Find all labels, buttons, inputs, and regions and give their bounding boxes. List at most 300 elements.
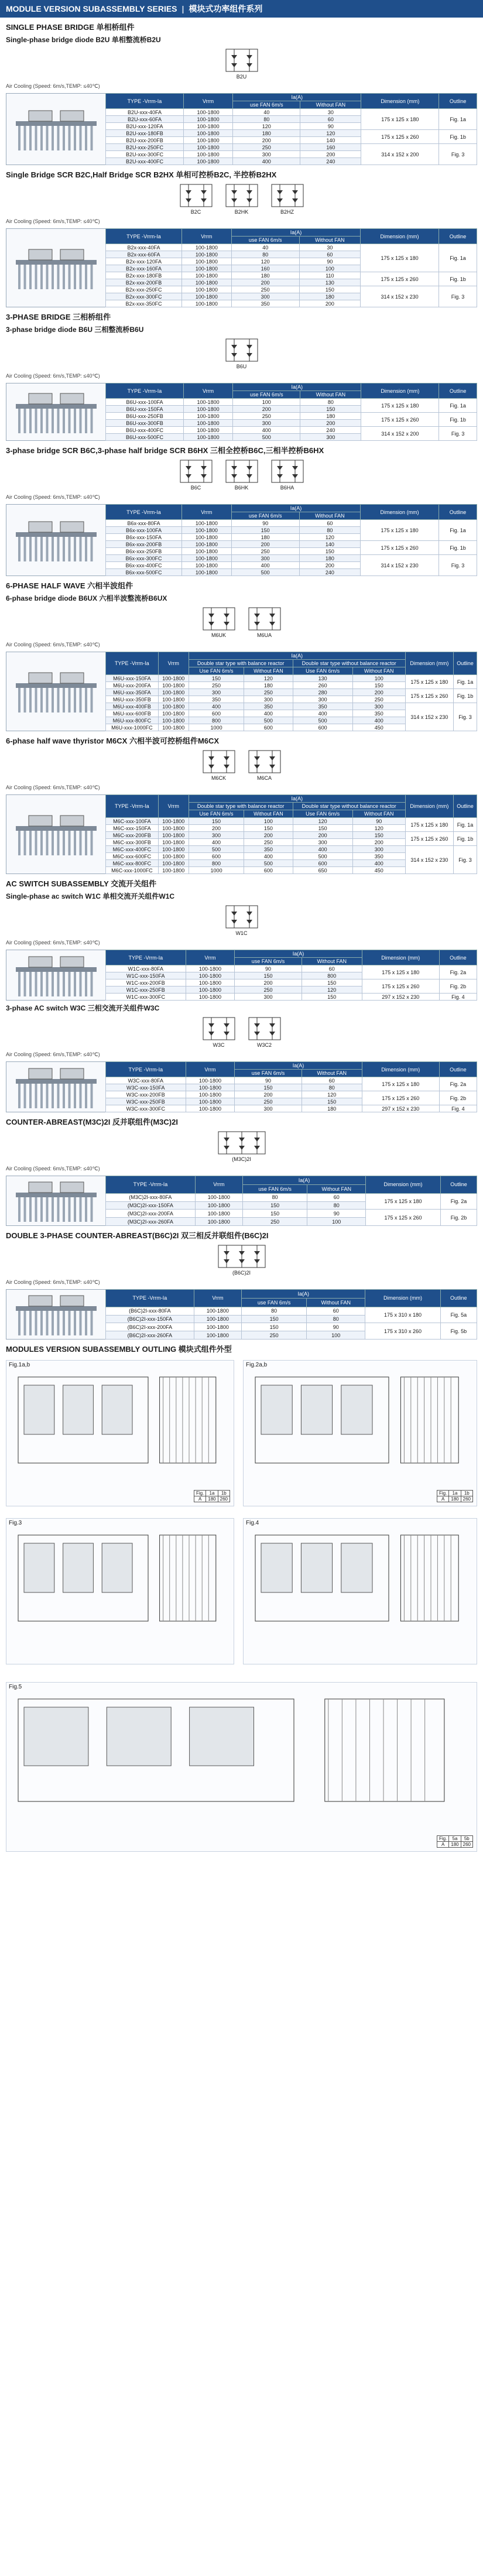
cooling-note: Air Cooling (Speed: 6m/s,TEMP: ≤40℃)	[6, 373, 100, 379]
circuit-diagram-label: B2HK	[234, 209, 249, 215]
banner-separator: |	[181, 4, 184, 13]
table-cell: 200	[299, 562, 361, 569]
circuit-diagram-icon	[246, 748, 283, 775]
table-cell: M6C-xxx-200FB	[106, 832, 159, 839]
cooling-note: Air Cooling (Speed: 6m/s,TEMP: ≤40℃)	[6, 218, 100, 224]
outline-drawing	[12, 1693, 472, 1839]
header-row	[106, 1062, 477, 1070]
table-cell: W1C-xxx-300FC	[106, 994, 186, 1001]
table-cell: 90	[300, 123, 361, 130]
table-cell: 100-1800	[158, 832, 189, 839]
cooling-note: Air Cooling (Speed: 6m/s,TEMP: ≤40℃)	[6, 940, 100, 946]
outline-figure	[6, 1518, 234, 1664]
table-cell: 100-1800	[186, 1077, 235, 1084]
col-ia-sub: Without FAN	[300, 101, 361, 109]
spec-table	[105, 93, 477, 165]
table-cell: B2x-xxx-60FA	[106, 251, 182, 258]
table-cell: 250	[235, 986, 302, 994]
circuit-diagram	[178, 182, 214, 215]
circuit-diagram-label: (M3C)2I	[232, 1156, 251, 1162]
spec-table	[105, 383, 477, 441]
table-cell: W3C-xxx-80FA	[106, 1077, 186, 1084]
outline-figure	[243, 1518, 477, 1664]
table-cell: 100-1800	[186, 1105, 235, 1112]
circuit-diagrams	[6, 1241, 477, 1278]
table-row	[106, 541, 477, 548]
col-ia-sub: Without FAN	[244, 810, 293, 818]
outline-figures	[6, 1354, 477, 1858]
col-ia-sub: Use FAN 6m/s	[189, 810, 244, 818]
table-cell: 180	[231, 534, 299, 541]
table-cell: 1000	[189, 867, 244, 874]
table-cell: 100	[299, 265, 361, 272]
table-cell: 150	[299, 286, 361, 293]
module-thumbnail	[6, 93, 105, 165]
header-row	[106, 505, 477, 512]
circuit-diagram-label: B6HA	[280, 485, 294, 491]
table-cell: M6U-xxx-1000FC	[106, 724, 159, 731]
table-cell: W3C-xxx-300FC	[106, 1105, 186, 1112]
table-cell: 100-1800	[183, 406, 232, 413]
table-cell: W3C-xxx-150FA	[106, 1084, 186, 1091]
spec-table	[105, 1289, 477, 1340]
table-cell: 800	[189, 860, 244, 867]
module-thumbnail	[6, 383, 105, 441]
outline-cell: Fig. 1b	[454, 832, 477, 846]
table-cell: 450	[352, 867, 405, 874]
table-cell: M6C-xxx-400FC	[106, 846, 159, 853]
circuit-diagram	[201, 605, 237, 638]
table-cell: 200	[189, 825, 244, 832]
table-cell: 80	[242, 1193, 307, 1201]
table-cell: 150	[293, 825, 352, 832]
figure-size-table	[437, 1490, 473, 1502]
col-ia: Ia(A)	[235, 950, 362, 958]
col-dimension: Dimension (mm)	[365, 1290, 440, 1307]
table-cell: B2U-xxx-120FA	[106, 123, 184, 130]
dimension-cell: 175 x 125 x 260	[361, 272, 439, 286]
table-cell: 100-1800	[181, 569, 231, 576]
circuit-diagram	[246, 748, 283, 781]
table-cell: 100-1800	[186, 965, 235, 972]
table-cell: 250	[233, 413, 300, 420]
section-header: 6-phase half wave thyristor M6CX 六相半波可控桥组件M6CX	[6, 737, 220, 745]
col-ia-group: Double star type with balance reactor	[189, 660, 293, 667]
table-cell: 200	[299, 300, 361, 307]
table-cell: 400	[352, 860, 405, 867]
col-dimension: Dimension (mm)	[361, 94, 439, 109]
circuit-diagram	[269, 458, 306, 491]
table-cell: 100-1800	[181, 541, 231, 548]
table-cell: 400	[231, 562, 299, 569]
dimension-cell: 297 x 152 x 230	[362, 994, 439, 1001]
table-cell: (B6C)2I-xxx-200FA	[106, 1323, 194, 1331]
table-cell: 500	[244, 860, 293, 867]
table-cell: 260	[293, 682, 352, 689]
col-type: TYPE -Vrrm-Ia	[106, 229, 182, 244]
table-cell: B2x-xxx-120FA	[106, 258, 182, 265]
table-cell: 100-1800	[181, 251, 231, 258]
table-cell: 120	[293, 818, 352, 825]
table-cell: 180	[299, 555, 361, 562]
circuit-diagrams	[6, 455, 477, 493]
table-cell: M6U-xxx-800FC	[106, 717, 159, 724]
circuit-diagram	[224, 903, 260, 936]
table-cell: 180	[299, 293, 361, 300]
circuit-diagram-icon	[201, 605, 237, 632]
size-row	[194, 1491, 229, 1496]
table-cell: 100	[352, 675, 405, 682]
cooling-note: Air Cooling (Speed: 6m/s,TEMP: ≤40℃)	[6, 1166, 100, 1171]
spec-table	[105, 1176, 477, 1226]
col-dimension: Dimension (mm)	[405, 795, 453, 818]
col-ia: Ia(A)	[231, 229, 360, 237]
table-cell: M6U-xxx-400FB	[106, 703, 159, 710]
table-cell: 100-1800	[158, 839, 189, 846]
dimension-cell: 314 x 152 x 230	[361, 555, 439, 576]
outline-cell: Fig. 5a	[440, 1307, 477, 1323]
table-cell: 150	[235, 972, 302, 979]
circuit-diagram-label: M6UA	[256, 632, 272, 638]
table-cell: 150	[242, 1315, 307, 1323]
module-thumbnail	[6, 794, 105, 874]
dimension-cell: 175 x 310 x 260	[365, 1323, 440, 1340]
table-cell: 150	[302, 994, 362, 1001]
circuit-diagram	[178, 458, 214, 491]
dimension-cell: 175 x 125 x 180	[362, 965, 439, 979]
table-cell: M6U-xxx-200FA	[106, 682, 159, 689]
col-type: TYPE -Vrrm-Ia	[106, 1290, 194, 1307]
header-row	[106, 383, 477, 391]
col-type: TYPE -Vrrm-Ia	[106, 795, 159, 818]
table-cell: 100-1800	[183, 399, 232, 406]
product-section	[0, 1112, 483, 1226]
table-cell: 100-1800	[186, 979, 235, 986]
table-cell: M6U-xxx-350FA	[106, 689, 159, 696]
outline-figure	[243, 1360, 477, 1506]
table-cell: 1000	[189, 724, 244, 731]
col-ia-sub: Use FAN 6m/s	[189, 667, 244, 675]
table-cell: 100-1800	[183, 109, 232, 116]
table-cell: B2x-xxx-40FA	[106, 244, 182, 251]
table-row	[106, 1077, 477, 1084]
table-cell: 300	[352, 846, 405, 853]
col-dimension: Dimension (mm)	[362, 1062, 439, 1077]
circuit-diagrams	[6, 746, 477, 783]
outline-cell: Fig. 1a	[454, 675, 477, 689]
col-ia-group: Double star type without balance reactor	[293, 660, 405, 667]
circuit-diagram-label: W1C	[235, 930, 248, 936]
table-cell: B6U-xxx-500FC	[106, 434, 184, 441]
table-cell: 250	[233, 144, 300, 151]
table-cell: 90	[235, 965, 302, 972]
cooling-note: Air Cooling (Speed: 6m/s,TEMP: ≤40℃)	[6, 642, 100, 648]
table-cell: B2x-xxx-300FC	[106, 293, 182, 300]
circuit-diagram-icon	[224, 337, 260, 364]
table-cell: 100-1800	[158, 724, 189, 731]
table-cell: 100-1800	[158, 867, 189, 874]
section-header: 6-PHASE HALF WAVE 六相半波组件	[6, 581, 133, 590]
header-row	[106, 229, 477, 237]
table-cell: 150	[352, 832, 405, 839]
table-cell: W3C-xxx-250FB	[106, 1098, 186, 1105]
figure-size-table	[437, 1835, 473, 1848]
product-section	[0, 1001, 483, 1112]
outline-cell: Fig. 3	[439, 144, 477, 165]
table-cell: 800	[302, 972, 362, 979]
spec-block	[6, 504, 477, 576]
circuit-diagram-icon	[216, 1243, 268, 1270]
table-cell: 300	[235, 994, 302, 1001]
spec-block	[6, 1176, 477, 1226]
header-row	[106, 950, 477, 958]
table-cell: 150	[242, 1201, 307, 1210]
table-cell: 500	[231, 569, 299, 576]
col-outline: Outline	[440, 1290, 477, 1307]
table-cell: 130	[293, 675, 352, 682]
spec-table	[105, 950, 477, 1001]
col-ia: Ia(A)	[233, 383, 361, 391]
table-row	[106, 1307, 477, 1315]
table-row	[106, 994, 477, 1001]
table-cell: 500	[233, 434, 300, 441]
circuit-diagram	[224, 182, 260, 215]
dimension-cell: 314 x 152 x 200	[361, 427, 439, 441]
table-cell: 60	[302, 1077, 362, 1084]
circuit-diagram	[246, 605, 283, 638]
section-header: DOUBLE 3-PHASE COUNTER-ABREAST(B6C)2I 双三相反并联组件(B6C)2I	[6, 1231, 269, 1240]
circuit-diagram-label: M6UK	[211, 632, 226, 638]
circuit-diagram-icon	[178, 458, 214, 485]
table-cell: 100-1800	[181, 272, 231, 279]
table-row	[106, 399, 477, 406]
table-cell: 90	[352, 818, 405, 825]
table-cell: (B6C)2I-xxx-80FA	[106, 1307, 194, 1315]
table-cell: 100-1800	[181, 300, 231, 307]
col-ia: Ia(A)	[189, 795, 405, 803]
dimension-cell: 175 x 125 x 260	[361, 130, 439, 144]
col-vrrm: Vrrm	[181, 229, 231, 244]
table-cell: 300	[189, 689, 244, 696]
table-row	[106, 427, 477, 434]
table-cell: 500	[293, 717, 352, 724]
table-cell: 100-1800	[183, 116, 232, 123]
outline-cell: Fig. 1a	[439, 520, 477, 541]
col-dimension: Dimension (mm)	[361, 505, 439, 520]
outline-cell: Fig. 4	[439, 1105, 477, 1112]
heatsink-module-icon	[12, 810, 100, 859]
table-cell: 100-1800	[181, 520, 231, 527]
table-cell: 180	[244, 682, 293, 689]
module-thumbnail	[6, 950, 105, 1001]
size-row	[437, 1836, 472, 1842]
col-vrrm: Vrrm	[186, 1062, 235, 1077]
dimension-cell: 175 x 125 x 180	[361, 520, 439, 541]
table-cell: 150	[242, 1210, 307, 1218]
dimension-cell: 175 x 125 x 260	[366, 1210, 441, 1226]
table-cell: 200	[233, 406, 300, 413]
table-cell: 200	[352, 689, 405, 696]
outline-cell: Fig. 2b	[439, 1091, 477, 1105]
dimension-cell: 175 x 125 x 180	[405, 675, 453, 689]
spec-table	[105, 794, 477, 874]
spec-block	[6, 228, 477, 307]
col-outline: Outline	[439, 383, 477, 399]
table-cell: B2U-xxx-60FA	[106, 116, 184, 123]
table-cell: 200	[300, 420, 361, 427]
col-vrrm: Vrrm	[181, 505, 231, 520]
table-cell: 60	[302, 965, 362, 972]
col-ia: Ia(A)	[242, 1290, 365, 1299]
col-ia-sub: use FAN 6m/s	[242, 1298, 307, 1307]
table-cell: 100-1800	[181, 293, 231, 300]
table-cell: (M3C)2I-xxx-200FA	[106, 1210, 196, 1218]
outline-cell: Fig. 3	[454, 703, 477, 731]
table-cell: 80	[231, 251, 299, 258]
table-cell: 80	[307, 1315, 365, 1323]
spec-table	[105, 228, 477, 307]
table-cell: 100-1800	[186, 986, 235, 994]
banner	[0, 0, 483, 18]
col-type: TYPE -Vrrm-Ia	[106, 1176, 196, 1194]
table-cell: B2U-xxx-180FB	[106, 130, 184, 137]
figure-label: Fig.5	[9, 1684, 22, 1690]
table-cell: 200	[233, 137, 300, 144]
table-cell: M6C-xxx-800FC	[106, 860, 159, 867]
size-cell: 260	[461, 1842, 472, 1848]
circuit-diagrams	[6, 1013, 477, 1050]
dimension-cell: 175 x 125 x 180	[405, 818, 453, 832]
heatsink-module-icon	[12, 388, 100, 437]
table-cell: 60	[299, 520, 361, 527]
circuit-diagrams	[6, 180, 477, 217]
table-cell: 100-1800	[195, 1210, 242, 1218]
table-cell: 350	[244, 703, 293, 710]
table-row	[106, 979, 477, 986]
module-thumbnail	[6, 504, 105, 576]
module-thumbnail	[6, 652, 105, 731]
outline-cell: Fig. 1a	[439, 244, 477, 272]
size-cell: 180	[449, 1842, 461, 1848]
table-cell: 80	[302, 1084, 362, 1091]
table-cell: 100-1800	[183, 420, 232, 427]
table-cell: 150	[300, 406, 361, 413]
table-cell: 300	[233, 151, 300, 158]
col-ia-sub: use FAN 6m/s	[231, 237, 299, 244]
col-ia-group: Double star type without balance reactor	[293, 803, 405, 810]
outline-cell: Fig. 3	[439, 555, 477, 576]
table-row	[106, 965, 477, 972]
outline-cell: Fig. 2a	[439, 1077, 477, 1091]
size-cell: A	[437, 1496, 448, 1502]
table-cell: 100-1800	[181, 562, 231, 569]
table-cell: 120	[302, 1091, 362, 1098]
col-ia-sub: Use FAN 6m/s	[293, 810, 352, 818]
circuit-diagram-icon	[201, 1015, 237, 1042]
table-cell: M6U-xxx-600FB	[106, 710, 159, 717]
dimension-cell: 175 x 125 x 260	[405, 832, 453, 846]
table-cell: M6C-xxx-300FB	[106, 839, 159, 846]
circuit-diagram-icon	[246, 1015, 283, 1042]
size-cell: 260	[461, 1496, 472, 1502]
table-cell: 300	[352, 703, 405, 710]
table-cell: 200	[293, 832, 352, 839]
size-row	[194, 1496, 229, 1502]
table-row	[106, 130, 477, 137]
table-cell: B6U-xxx-100FA	[106, 399, 184, 406]
table-cell: 160	[231, 265, 299, 272]
table-cell: 150	[231, 527, 299, 534]
figure-label: Fig.3	[9, 1520, 22, 1526]
col-ia: Ia(A)	[235, 1062, 362, 1070]
table-cell: 150	[189, 818, 244, 825]
col-ia: Ia(A)	[189, 652, 405, 660]
table-cell: 250	[242, 1331, 307, 1340]
outline-drawing	[249, 1371, 472, 1494]
circuit-diagram-label: B6HK	[234, 485, 249, 491]
heatsink-module-icon	[12, 667, 100, 716]
col-ia-sub: Without FAN	[352, 667, 405, 675]
module-thumbnail	[6, 1176, 105, 1226]
col-ia-sub: use FAN 6m/s	[235, 1070, 302, 1077]
outline-cell: Fig. 1a	[439, 109, 477, 130]
table-cell: 100-1800	[158, 717, 189, 724]
table-cell: B2x-xxx-350FC	[106, 300, 182, 307]
section-subheader: 6-phase bridge diode B6UX 六相半波整流桥B6UX	[6, 594, 167, 602]
header-row	[106, 795, 477, 803]
dimension-cell: 314 x 152 x 230	[405, 846, 453, 874]
table-row	[106, 1210, 477, 1218]
table-cell: 650	[293, 867, 352, 874]
table-row	[106, 244, 477, 251]
table-cell: 400	[352, 717, 405, 724]
col-ia-sub: use FAN 6m/s	[242, 1184, 307, 1193]
outline-cell: Fig. 1a	[439, 399, 477, 413]
col-ia-sub: Without FAN	[302, 1070, 362, 1077]
sections	[0, 18, 483, 1340]
outline-figure	[6, 1682, 477, 1852]
table-row	[106, 1105, 477, 1112]
col-type: TYPE -Vrrm-Ia	[106, 505, 182, 520]
size-cell: 5b	[461, 1836, 472, 1842]
circuit-diagram	[201, 748, 237, 781]
table-row	[106, 413, 477, 420]
table-cell: 140	[299, 541, 361, 548]
table-cell: M6C-xxx-100FA	[106, 818, 159, 825]
table-cell: 180	[233, 130, 300, 137]
table-cell: 240	[300, 158, 361, 165]
dimension-cell: 175 x 310 x 180	[365, 1307, 440, 1323]
table-cell: 100-1800	[181, 534, 231, 541]
table-cell: 100-1800	[181, 548, 231, 555]
table-cell: 100-1800	[181, 279, 231, 286]
table-cell: 60	[299, 251, 361, 258]
col-vrrm: Vrrm	[158, 652, 189, 675]
table-cell: B6x-xxx-100FA	[106, 527, 182, 534]
table-cell: 90	[235, 1077, 302, 1084]
table-cell: 100-1800	[183, 413, 232, 420]
product-section	[0, 165, 483, 307]
table-cell: 200	[231, 541, 299, 548]
table-cell: 100-1800	[186, 972, 235, 979]
col-outline: Outline	[454, 652, 477, 675]
outline-cell: Fig. 3	[439, 427, 477, 441]
table-cell: 80	[299, 527, 361, 534]
table-cell: (M3C)2I-xxx-260FA	[106, 1218, 196, 1226]
circuit-diagram-icon	[269, 458, 306, 485]
table-cell: 120	[244, 675, 293, 682]
spec-block	[6, 652, 477, 731]
